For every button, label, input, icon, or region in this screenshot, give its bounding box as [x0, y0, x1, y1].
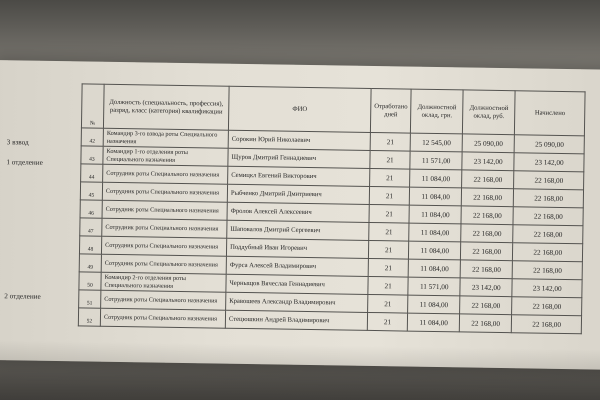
row-salary-rub: 22 168,00	[461, 242, 513, 261]
row-salary-rub: 22 168,00	[460, 260, 512, 279]
row-num: 48	[79, 236, 101, 254]
row-accrued: 22 168,00	[512, 315, 582, 334]
row-accrued: 22 168,00	[513, 225, 583, 244]
row-position: Сотрудник роты Специального назначения	[103, 164, 228, 184]
row-days: 21	[368, 240, 409, 259]
row-salary-uah: 11 084,00	[408, 313, 460, 332]
row-fio: Рыбченко Дмитрий Дмитриевич	[227, 184, 369, 204]
table-header-row	[81, 84, 585, 136]
row-days: 21	[369, 186, 410, 205]
row-fio: Стецюшкин Андрей Владимирович	[225, 310, 367, 330]
row-salary-rub: 25 090,00	[462, 134, 514, 153]
row-salary-rub: 22 168,00	[461, 206, 513, 225]
row-num: 51	[79, 290, 101, 308]
row-salary-rub: 22 168,00	[461, 224, 513, 243]
header-num: №	[81, 84, 104, 128]
row-accrued: 22 168,00	[513, 189, 583, 208]
row-fio: Черныщов Вячеслав Геннадиевич	[226, 274, 368, 294]
row-salary-rub: 22 168,00	[462, 170, 514, 189]
row-position: Командир 1-го отделения роты Специального назначения	[103, 146, 228, 166]
row-num: 45	[80, 182, 102, 200]
row-accrued: 22 168,00	[513, 207, 583, 226]
row-num: 47	[80, 218, 102, 236]
header-days: Отработано дней	[370, 88, 411, 133]
group-label-section-1: 1 отделение	[6, 158, 43, 167]
group-label-section-2: 2 отделение	[4, 292, 41, 301]
payroll-sheet	[0, 60, 600, 370]
row-salary-uah: 11 084,00	[408, 259, 460, 278]
row-salary-rub: 23 142,00	[462, 152, 514, 171]
row-num: 52	[78, 308, 100, 326]
row-fio: Щуров Дмитрий Геннадиевич	[228, 148, 370, 168]
header-salary-uah: Должностной оклад, грн.	[411, 89, 464, 134]
row-num: 44	[81, 164, 103, 182]
row-days: 21	[368, 276, 409, 295]
row-accrued: 25 090,00	[514, 135, 584, 154]
row-position: Сотрудник роты Специального назначения	[102, 200, 227, 220]
row-salary-uah: 11 084,00	[408, 295, 460, 314]
row-fio: Кравошеев Александр Владимирович	[226, 292, 368, 312]
row-salary-uah: 11 084,00	[409, 241, 461, 260]
row-fio: Фролов Алексей Алексеевич	[227, 202, 369, 222]
row-salary-uah: 12 545,00	[410, 133, 462, 152]
row-salary-uah: 11 571,00	[410, 151, 462, 170]
row-position: Сотрудник роты Специального назначения	[101, 290, 226, 310]
row-accrued: 22 168,00	[512, 297, 582, 316]
row-salary-uah: 11 084,00	[410, 169, 462, 188]
row-salary-rub: 22 168,00	[460, 314, 512, 333]
header-position: Должность (специальность, профессия), разряд, класс (категория) квалификации	[103, 84, 229, 130]
row-position: Сотрудник роты Специального назначения	[102, 218, 227, 238]
row-accrued: 22 168,00	[512, 261, 582, 280]
row-days: 21	[369, 222, 410, 241]
row-days: 21	[370, 168, 411, 187]
row-salary-uah: 11 084,00	[409, 205, 461, 224]
header-fio: ФИО	[228, 86, 371, 132]
row-days: 21	[369, 204, 410, 223]
row-position: Сотрудник роты Специального назначения	[101, 236, 226, 256]
row-position: Сотрудник роты Специального назначения	[101, 254, 226, 274]
row-salary-rub: 22 168,00	[460, 296, 512, 315]
row-salary-uah: 11 571,00	[408, 277, 460, 296]
payroll-table	[78, 83, 586, 334]
row-salary-uah: 11 084,00	[409, 223, 461, 242]
header-salary-rub: Должностной оклад, руб.	[463, 90, 516, 135]
row-salary-rub: 23 142,00	[460, 278, 512, 297]
row-fio: Поддубный Иван Игоревич	[226, 238, 368, 258]
row-position: Сотрудник роты Специального назначения	[100, 308, 225, 328]
row-num: 42	[81, 128, 103, 146]
row-num: 49	[79, 254, 101, 272]
row-position: Сотрудник роты Специального назначения	[102, 182, 227, 202]
group-label-platoon: 3 взвод	[6, 138, 29, 147]
row-fio: Сорокин Юрий Николаевич	[228, 130, 370, 150]
row-accrued: 23 142,00	[514, 153, 584, 172]
header-accrued: Начислено	[515, 91, 586, 136]
row-days: 21	[368, 294, 409, 313]
row-fio: Шаповалов Дмитрий Сергеевич	[227, 220, 369, 240]
row-days: 21	[368, 258, 409, 277]
row-salary-rub: 22 168,00	[462, 188, 514, 207]
row-position: Командир 2-го отделения роты Специального назначения	[101, 272, 226, 292]
row-days: 21	[370, 150, 411, 169]
row-accrued: 22 168,00	[514, 171, 584, 190]
row-num: 50	[79, 272, 101, 290]
row-accrued: 22 168,00	[513, 243, 583, 262]
row-days: 21	[370, 132, 411, 151]
row-accrued: 23 142,00	[512, 279, 582, 298]
row-num: 43	[81, 146, 103, 164]
row-position: Командир 3-го взвода роты Специального назначения	[103, 128, 228, 148]
row-salary-uah: 11 084,00	[410, 187, 462, 206]
row-fio: Фурса Алексей Владимирович	[226, 256, 368, 276]
row-fio: Семицкл Евгений Викторович	[228, 166, 370, 186]
row-days: 21	[367, 312, 408, 331]
row-num: 46	[80, 200, 102, 218]
